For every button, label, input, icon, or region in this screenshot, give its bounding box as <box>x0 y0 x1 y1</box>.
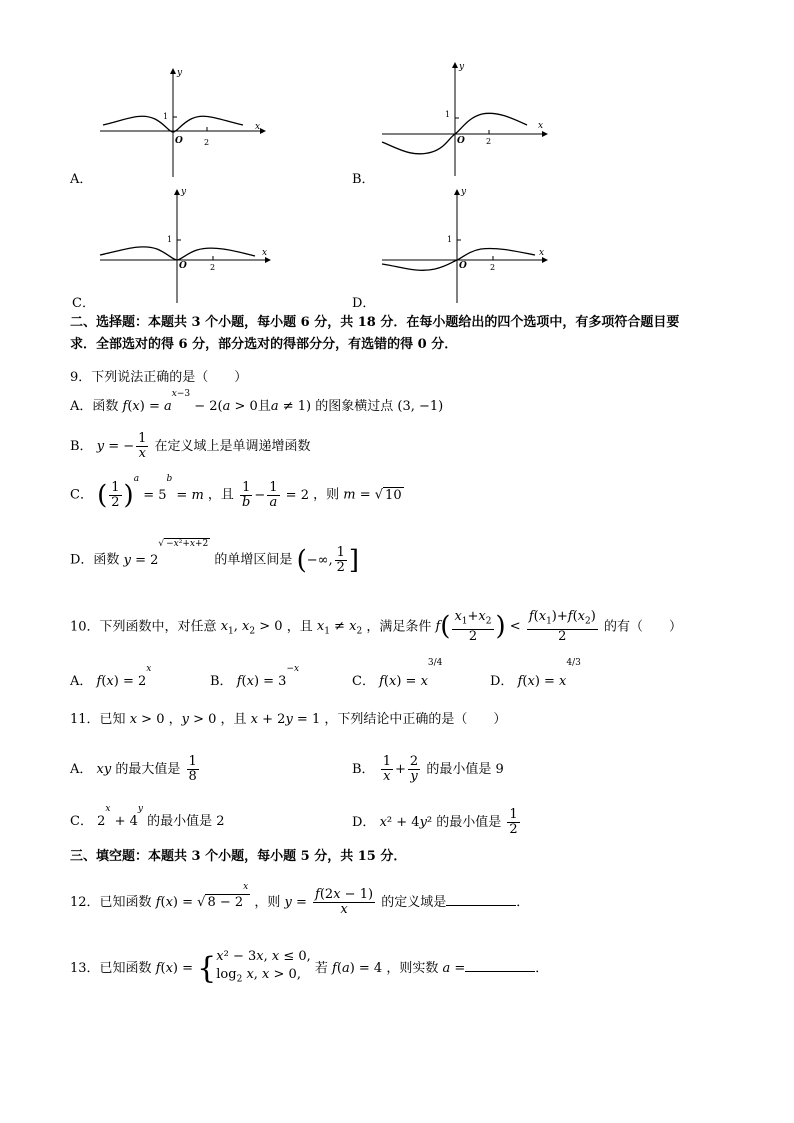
option-a-label: A． <box>70 172 93 187</box>
q12-mid: ，则 <box>254 895 281 910</box>
q9-b-prefix: B． <box>70 439 93 454</box>
q9-a-formula: f(x) = ax−3 − 2(a > 0且a ≠ 1) <box>122 389 312 414</box>
origin-label: O <box>179 261 187 271</box>
q9-option-a <box>70 389 444 414</box>
q13-function: f(x) = { x² − 3x, x ≤ 0, $\log_2 x$, x > 0, <box>155 949 311 986</box>
q11-d-suffix: 的最小值是 <box>436 815 502 830</box>
axis-x-label: x <box>539 248 545 258</box>
tick-x-label: 2 <box>210 263 216 272</box>
axis-y-label: y <box>177 68 183 78</box>
q11-b-suffix: 的最小值是 9 <box>426 762 504 777</box>
q9-b-formula: y = − $\frac{1}{x}$ <box>96 431 147 461</box>
q10-cond-1: $x_1$, $x_2 > 0$ <box>220 619 283 637</box>
q12-answer-blank[interactable] <box>446 905 516 906</box>
q10-option-b: B． f(x) = 3−x <box>210 664 300 689</box>
q9-c-mid: ，且 <box>207 487 234 503</box>
q9-option-d <box>70 539 360 575</box>
q10-stem-suffix: 的有（ ） <box>603 619 682 635</box>
q9-a-prefix: A．函数 <box>70 399 119 414</box>
q12-composite: y = $\frac{f(2x - 1)}{x}$ <box>284 887 374 917</box>
axis-x-label: x <box>255 122 261 132</box>
q12-function: f(x) = √ 8 − 2x <box>155 882 249 910</box>
q11-d-prefix: D． <box>352 815 376 830</box>
q11-stem-prefix: 11．已知 <box>70 712 126 727</box>
option-c-label: C． <box>72 296 95 311</box>
q10-stem-mid: ，且 <box>286 619 313 635</box>
q13-suffix: ． <box>535 960 549 976</box>
tick-x-label: 2 <box>204 138 210 147</box>
q10-inequality: f( $\frac{x_1+x_2}{2}$ ) < $\frac{f(x_1)+f(x_2)}{2}$ <box>435 609 596 644</box>
axis-y-label: y <box>181 187 187 197</box>
section-3-title: 三、填空题：本题共 3 个小题，每小题 5 分，共 15 分． <box>70 849 407 864</box>
q9-d-formula: y = 2√ −x²+x+2 <box>123 539 209 568</box>
section-2-line-1: 二、选择题：本题共 3 个小题，每小题 6 分，共 18 分．在每小题给出的四个选项中，有多项符合题目要 <box>70 315 680 330</box>
q10-c-label: C． <box>352 674 375 689</box>
q13-answer-blank[interactable] <box>465 971 535 972</box>
axis-y-label: y <box>459 62 465 72</box>
q12: 12．已知函数 f(x) = √ 8 − 2x ，则 y = $\frac{f(2x - 1)}{x}$ 的定义域是 ． <box>70 882 530 917</box>
q13-var: a = <box>442 960 466 976</box>
q9-d-interval: (−∞, $\frac{1}{2}$ ] <box>296 544 360 575</box>
tick-y-label: 1 <box>445 110 451 119</box>
q9-c-prefix: C． <box>70 487 93 503</box>
q9-stem: 9．下列说法正确的是（ ） <box>70 370 248 385</box>
q11-a-prefix: A． <box>70 762 93 777</box>
q10-option-c: C． f(x) = x3/4 <box>352 658 443 689</box>
q11-conditions: x > 0 ，y > 0 ，且 x + 2y = 1 <box>129 712 321 727</box>
option-b-label: B． <box>352 172 375 187</box>
axis-x-label: x <box>262 248 268 258</box>
tick-y-label: 1 <box>167 235 173 244</box>
q13-condition: f(a) = 4 <box>332 960 383 976</box>
q9-a-mid: 的图象横过点 <box>315 399 394 414</box>
q13-mid: 若 <box>314 960 328 976</box>
option-d-label: D． <box>352 296 376 311</box>
q11-option-d: D． x² + 4y² 的最小值是 $\frac{1}{2}$ <box>352 807 518 837</box>
origin-label: O <box>457 136 465 146</box>
q11-a-suffix: 的最大值是 <box>115 762 181 777</box>
tick-x-label: 2 <box>490 263 496 272</box>
q10-d-label: D． <box>490 674 514 689</box>
axis-y-label: y <box>461 187 467 197</box>
q11-stem-suffix: ，下列结论中正确的是（ ） <box>324 712 507 727</box>
q11-c-suffix: 的最小值是 2 <box>147 814 225 829</box>
tick-x-label: 2 <box>486 137 492 146</box>
q10-option-a: A． f(x) = 2x <box>70 664 152 689</box>
graph-option-c <box>95 185 275 305</box>
section-2-instructions <box>70 312 730 356</box>
q9-c-formula: ( $\frac{1}{2}$ )a = 5b = m <box>97 474 204 510</box>
q9-d-suffix: 的单增区间是 <box>214 552 293 568</box>
q9-c-mid2: ，则 <box>313 487 340 503</box>
tick-y-label: 1 <box>163 112 169 121</box>
q12-prefix: 12．已知函数 <box>70 895 152 910</box>
q10-stem-prefix: 10．下列函数中，对任意 <box>70 619 217 635</box>
q9-c-condition: $\frac{1}{b}$ − $\frac{1}{a}$ = 2 <box>242 479 309 510</box>
tick-y-label: 1 <box>447 235 453 244</box>
q13 <box>70 948 548 989</box>
q10-a-label: A． <box>70 674 93 689</box>
q13-mid2: ，则实数 <box>386 960 439 976</box>
q12-suffix: 的定义域是 <box>381 895 447 910</box>
q10-b-label: B． <box>210 674 233 689</box>
q10-stem <box>70 610 682 644</box>
q9-option-c <box>70 474 404 510</box>
q11-b-prefix: B． <box>352 762 375 777</box>
axis-x-label: x <box>538 121 544 131</box>
origin-label: O <box>459 261 467 271</box>
q9-c-result: m = √ 10 <box>343 487 402 503</box>
q11-stem <box>70 708 506 727</box>
q11-option-b: B． $\frac{1}{x}$ + $\frac{2}{y}$ 的最小值是 9 <box>352 754 504 784</box>
q10-stem-mid2: ，满足条件 <box>366 619 432 635</box>
origin-label: O <box>175 136 183 146</box>
q9-a-point: (3, −1) <box>397 399 444 414</box>
section-2-line-2: 求．全部选对的得 6 分，部分选对的得部分分，有选错的得 0 分． <box>70 337 458 352</box>
q11-c-prefix: C． <box>70 814 93 829</box>
q10-cond-2: $x_1 \ne x_2$ <box>316 619 363 637</box>
graph-option-d <box>377 185 557 305</box>
graph-option-a <box>95 62 270 182</box>
graph-option-b <box>377 58 552 178</box>
q9-option-b <box>70 432 311 461</box>
q11-option-c: C． 2x + 4y 的最小值是 2 <box>70 804 225 829</box>
q9-d-prefix: D．函数 <box>70 552 120 568</box>
q13-prefix: 13．已知函数 <box>70 960 152 976</box>
q10-option-d: D． f(x) = x4/3 <box>490 658 581 689</box>
q9-b-suffix: 在定义域上是单调递增函数 <box>154 439 311 454</box>
q11-option-a: A． xy 的最大值是 $\frac{1}{8}$ <box>70 754 197 784</box>
